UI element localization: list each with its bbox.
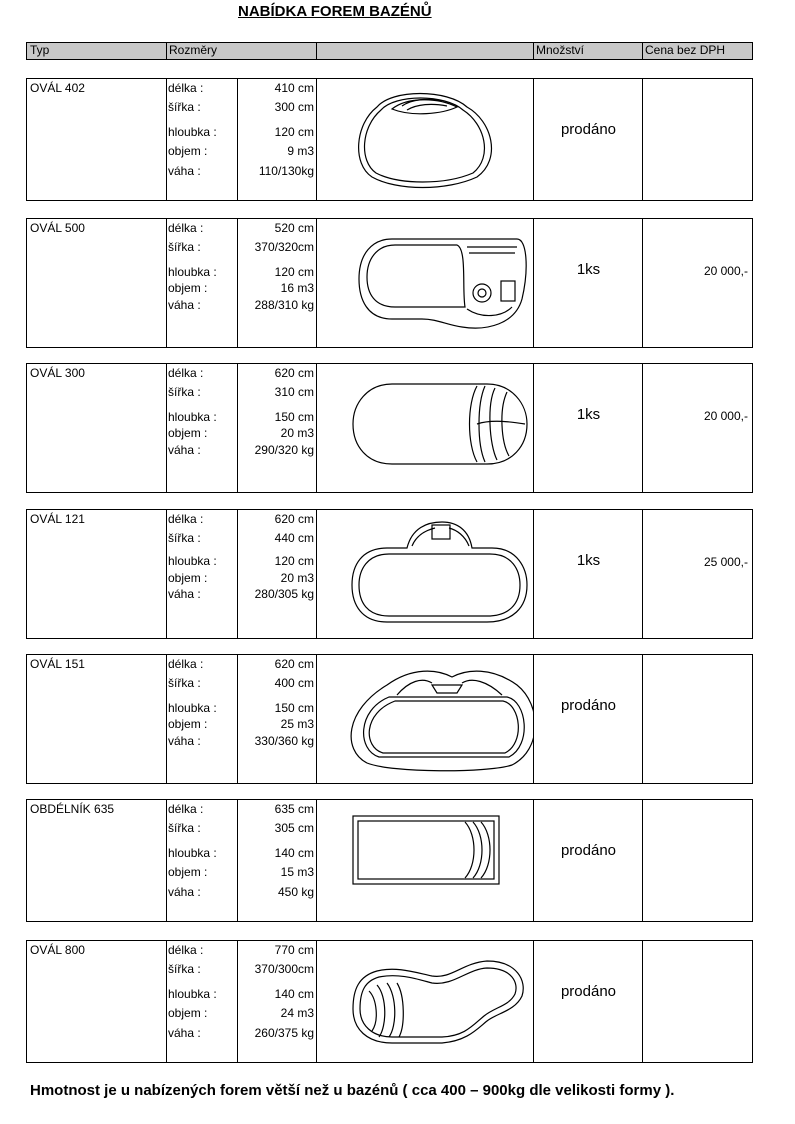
value-vaha: 290/320 kg (254, 443, 314, 457)
label-vaha: váha : (168, 443, 201, 457)
label-vaha: váha : (168, 885, 201, 899)
label-sirka: šířka : (168, 240, 201, 254)
value-hloubka: 150 cm (274, 701, 314, 715)
value-hloubka: 140 cm (274, 987, 314, 1001)
pool-type: OVÁL 500 (30, 221, 85, 235)
label-hloubka: hloubka : (168, 987, 217, 1001)
value-delka: 620 cm (274, 366, 314, 380)
pool-type: OBDÉLNÍK 635 (30, 802, 115, 816)
label-delka: délka : (168, 512, 204, 526)
value-delka: 620 cm (274, 657, 314, 671)
quantity: prodáno (560, 121, 617, 138)
value-objem: 15 m3 (280, 865, 314, 879)
label-delka: délka : (168, 657, 204, 671)
label-objem: objem : (168, 144, 208, 158)
value-delka: 620 cm (274, 512, 314, 526)
value-vaha: 330/360 kg (254, 734, 314, 748)
value-objem: 25 m3 (280, 717, 314, 731)
label-delka: délka : (168, 81, 204, 95)
value-objem: 9 m3 (287, 144, 314, 158)
footer-note: Hmotnost je u nabízených forem větší než u bazénů ( cca 400 – 900kg dle velikosti formy ). (30, 1082, 675, 1099)
label-hloubka: hloubka : (168, 846, 217, 860)
pool-oval-500-drawing (317, 219, 534, 347)
header-cena: Cena bez DPH (645, 43, 726, 57)
quantity: prodáno (560, 983, 617, 1000)
value-objem: 20 m3 (280, 571, 314, 585)
value-sirka: 370/300cm (254, 962, 314, 976)
value-sirka: 300 cm (274, 100, 314, 114)
label-sirka: šířka : (168, 962, 201, 976)
label-objem: objem : (168, 571, 208, 585)
value-sirka: 440 cm (274, 531, 314, 545)
label-objem: objem : (168, 1006, 208, 1020)
pool-oval-800-drawing (317, 941, 534, 1062)
quantity: 1ks (576, 261, 601, 278)
value-sirka: 400 cm (274, 676, 314, 690)
pool-type: OVÁL 300 (30, 366, 85, 380)
value-vaha: 450 kg (277, 885, 314, 899)
table-row (26, 509, 753, 639)
pool-oval-300-drawing (317, 364, 534, 492)
value-hloubka: 120 cm (274, 265, 314, 279)
header-mnozstvi: Množství (536, 43, 585, 57)
label-sirka: šířka : (168, 676, 201, 690)
value-vaha: 288/310 kg (254, 298, 314, 312)
value-objem: 16 m3 (280, 281, 314, 295)
label-delka: délka : (168, 943, 204, 957)
value-vaha: 260/375 kg (254, 1026, 314, 1040)
label-objem: objem : (168, 865, 208, 879)
label-hloubka: hloubka : (168, 554, 217, 568)
label-delka: délka : (168, 802, 204, 816)
table-row (26, 940, 753, 1063)
value-vaha: 110/130kg (258, 164, 314, 178)
value-delka: 410 cm (274, 81, 314, 95)
price: 20 000,- (703, 409, 748, 423)
pool-oval-402-drawing (317, 79, 534, 200)
table-row (26, 218, 753, 348)
pool-type: OVÁL 402 (30, 81, 85, 95)
header-typ: Typ (30, 43, 50, 57)
price: 20 000,- (703, 264, 748, 278)
value-sirka: 310 cm (274, 385, 314, 399)
value-hloubka: 120 cm (274, 125, 314, 139)
pool-oval-151-drawing (317, 655, 534, 783)
price: 25 000,- (703, 555, 748, 569)
pool-rectangle-635-drawing (317, 800, 534, 921)
pool-type: OVÁL 800 (30, 943, 85, 957)
label-sirka: šířka : (168, 531, 201, 545)
page-title: NABÍDKA FOREM BAZÉNŮ (238, 3, 432, 20)
label-vaha: váha : (168, 298, 201, 312)
pool-type: OVÁL 121 (30, 512, 85, 526)
label-sirka: šířka : (168, 100, 201, 114)
label-vaha: váha : (168, 1026, 201, 1040)
label-objem: objem : (168, 426, 208, 440)
label-delka: délka : (168, 221, 204, 235)
label-sirka: šířka : (168, 385, 201, 399)
quantity: prodáno (560, 842, 617, 859)
value-delka: 770 cm (274, 943, 314, 957)
pool-oval-121-drawing (317, 510, 534, 638)
table-row (26, 799, 753, 922)
value-delka: 520 cm (274, 221, 314, 235)
label-objem: objem : (168, 281, 208, 295)
value-hloubka: 140 cm (274, 846, 314, 860)
label-hloubka: hloubka : (168, 410, 217, 424)
header-rozmery: Rozměry (169, 43, 218, 57)
quantity: 1ks (576, 406, 601, 423)
value-hloubka: 150 cm (274, 410, 314, 424)
value-objem: 20 m3 (280, 426, 314, 440)
label-vaha: váha : (168, 164, 201, 178)
label-vaha: váha : (168, 734, 201, 748)
label-objem: objem : (168, 717, 208, 731)
label-hloubka: hloubka : (168, 701, 217, 715)
value-sirka: 305 cm (274, 821, 314, 835)
table-row (26, 78, 753, 201)
value-delka: 635 cm (274, 802, 314, 816)
value-vaha: 280/305 kg (254, 587, 314, 601)
label-delka: délka : (168, 366, 204, 380)
quantity: 1ks (576, 552, 601, 569)
label-vaha: váha : (168, 587, 201, 601)
value-sirka: 370/320cm (254, 240, 314, 254)
label-hloubka: hloubka : (168, 265, 217, 279)
quantity: prodáno (560, 697, 617, 714)
value-hloubka: 120 cm (274, 554, 314, 568)
pool-type: OVÁL 151 (30, 657, 85, 671)
table-row (26, 363, 753, 493)
table-row (26, 654, 753, 784)
table-header (26, 42, 753, 60)
label-sirka: šířka : (168, 821, 201, 835)
value-objem: 24 m3 (280, 1006, 314, 1020)
label-hloubka: hloubka : (168, 125, 217, 139)
